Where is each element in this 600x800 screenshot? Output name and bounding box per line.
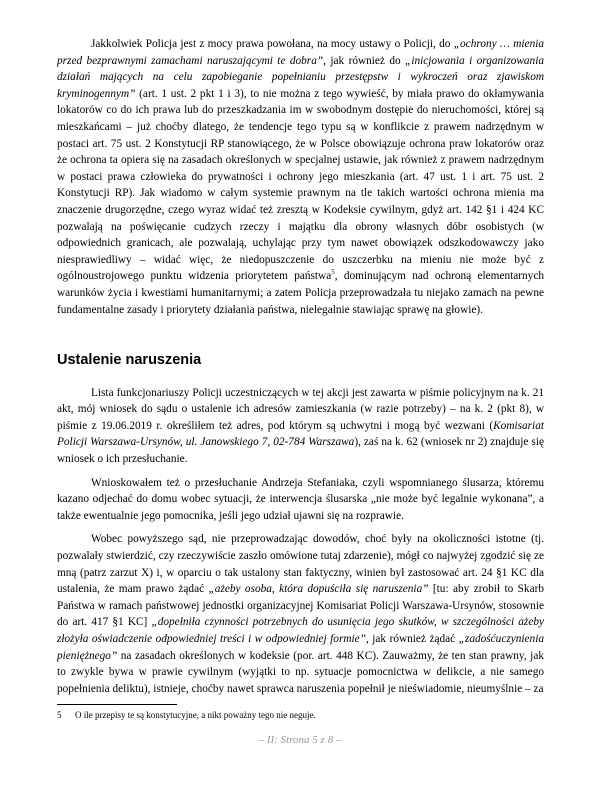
text-run: Lista funkcjonariuszy Policji uczestniczących w tej akcji jest zawarta w piśmie policyjnym na k. 21 akt, mój wniosek do sądu o ustalenie ich adresów zamieszkania (w razie potrzeby) – na k. 2 (pkt 8), w piśmie z 19.06.2019 r. określiłem też adres, pod którym są uchwytni i mogą być wezwani ( — [57, 386, 544, 432]
address-italic: Komisariat Policji Warszawa-Ursynów, ul. Janowskiego 7, 02-784 Warszawa — [57, 419, 544, 449]
text-run: na zasadach określonych w kodeksie (por. art. 448 KC). Zauważmy, że ten stan prawny, jak to zwykle bywa w prawie cywilnym (wyjątki to np. sytuacje pomocnictwa w delikcie, a nie samego popełnienia deliktu), istnieje, choćby nawet sprawca naruszenia popełnił je nieświadomie, nieumyślnie – za — [57, 649, 544, 695]
footnote-number: 5 — [57, 710, 62, 720]
footnote-text: O ile przepisy te są konstytucyjne, a nikt poważny tego nie neguje. — [75, 710, 316, 720]
text-run: Wobec powyższego sąd, nie przeprowadzając dowodów, choć były na okoliczności istotne (tj. pozwalały stwierdzić, czy rzeczywiście zaszło omówione tutaj zdarzenie), mógł co najwyżej zgodzić się ze mną (patrz zarzut X) i, w oparciu o tak ustalony stan faktyczny, winien był zastosować art. 24 §1 KC dla ustalenia, że mam prawo żądać — [57, 533, 544, 596]
text-run: ), zaś na k. 62 (wniosek nr 2) znajduje się wniosek o ich przesłuchanie. — [57, 436, 544, 466]
quote-italic: „ażeby osoba, która dopuściła się naruszenia” — [208, 583, 429, 596]
footnote-reference: 5 — [331, 268, 335, 277]
text-run: Jakkolwiek Policja jest z mocy prawa powołana, na mocy ustawy o Policji, do — [91, 38, 454, 50]
quote-italic: „inicjowania i organizowania działań mających na celu zapobieganie popełnianiu przestępstw i wykroczeń oraz zjawiskom kryminogennym” — [57, 54, 544, 100]
section-spacer — [57, 318, 544, 352]
text-run: , jak również do — [323, 54, 406, 67]
footnote-separator — [57, 704, 177, 705]
paragraph-officers-list — [57, 385, 544, 468]
paragraph-police-powers — [57, 36, 544, 318]
page-number-footer: – II: Strona 5 z 8 – — [258, 734, 342, 746]
text-run: , dominującym nad ochroną elementarnych warunków życia i kwestiami humanitarnymi; a zatem Policja przeprowadzała tu niejako zamach na pewne fundamentalne zasady i priorytety działania państwa, nielegalnie stawiając sprawę na głowie). — [57, 270, 544, 316]
document-body — [57, 36, 544, 697]
paragraph-court-reasoning — [57, 531, 544, 697]
quote-italic: „zadośćuczynienia pieniężnego” — [57, 633, 544, 662]
section-heading: Ustalenie naruszenia — [57, 352, 202, 369]
footnote — [57, 709, 544, 721]
quote-italic: „dopełniła czynności potrzebnych do usunięcia jego skutków, w szczególności ażeby złożyła oświadczenie odpowiedniej treści i w odpowiedniej formie” — [57, 616, 545, 645]
text-run: [tu: aby zrobił to Skarb Państwa w ramach państwowej jednostki organizacyjnej Komisariat Policji Warszawa-Ursynów, stosownie do art. 417 §1 KC] — [57, 583, 544, 629]
quote-italic: „ochrony … mienia przed bezprawnymi zamachami naruszającymi te dobra” — [57, 38, 544, 67]
paragraph-locksmith: Wnioskowałem też o przesłuchanie Andrzeja Stefaniaka, czyli wspomnianego ślusarza, któremu kazano odjechać do domu wobec sytuacji, że interwencja ślusarska „nie może być legalnie wykonana”, a także ewentualnie jego pomocnika, jeśli jego udział ujawni się na rozprawie. — [57, 476, 544, 522]
text-run: , jak również żądać — [365, 633, 459, 645]
text-run: (art. 1 ust. 2 pkt 1 i 3), to nie można z tego wywieść, by miała prawo do okłamywania lokatorów co do ich prawa lub do przeszkadzania im w swobodnym dostępie do nieruchomości, której są mieszkańcami – już choćby dlatego, że tendencje tego typu są w konflikcie z prawem nadrzędnym w postaci art. 75 ust. 2 Konstytucji RP stanowiącego, że w Polsce obowiązuje ochrona praw lokatorów oraz że ochrona ta opiera się na zasadach określonych w specjalnej ustawie, jak również z prawem nadrzędnym w postaci prawa człowieka do prywatności i ochrony jego mieszkania (art. 47 ust. 1 i art. 75 ust. 2 Konstytucji RP). Jak wiadomo w całym systemie prawnym na tle takich wartości ochrona mienia ma znaczenie drugorzędne, czego wyraz widać też zresztą w Kodeksie cywilnym, gdyż art. 142 §1 i 424 KC pozwalają na poświęcanie cudzych rzeczy i majątku dla obrony własnych dóbr osobistych (w odpowiednich granicach, ale pozwalają, uchylając przy tym nawet obowiązek odszkodowawczy jako niesprawiedliwy – widać więc, że niedopuszczenie do uszczerbku na mieniu nie może być z ogólnoustrojowego punktu widzenia priorytetem państwa — [57, 87, 544, 283]
